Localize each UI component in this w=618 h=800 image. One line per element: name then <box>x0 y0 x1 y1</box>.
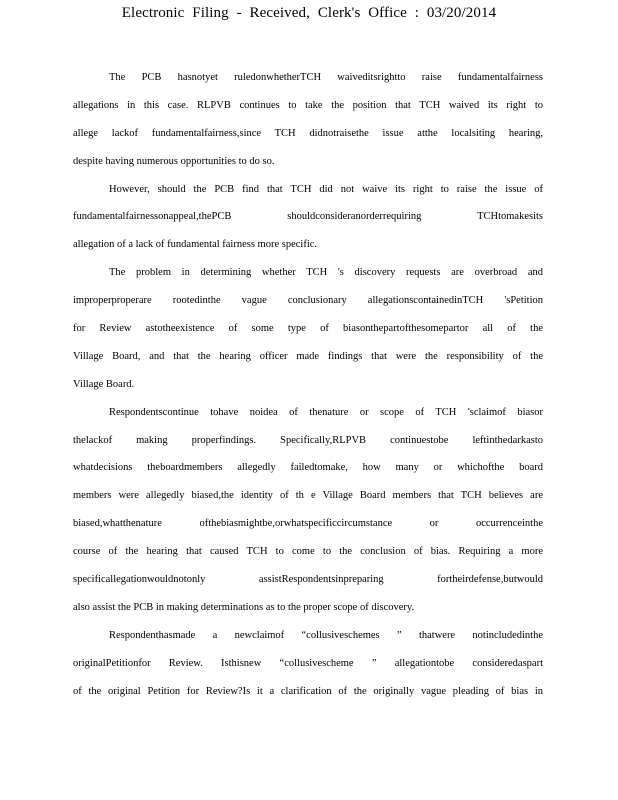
body-line: whatdecisions theboardmembers allegedly failedtomake, how many or whichofthe board <box>73 462 543 474</box>
body-line: The PCB hasnotyet ruledonwhetherTCH waiveditsrightto raise fundamentalfairness <box>109 72 543 83</box>
body-line: Respondentscontinue tohave noidea of thenature or scope of TCH 'sclaimof biasor <box>109 406 543 418</box>
body-line: of the original Petition for Review?Is it a clarification of the originally vague pleading of bias in <box>73 685 543 697</box>
body-line: Village Board. <box>73 378 135 390</box>
body-line: despite having numerous opportunities to do so. <box>73 155 275 167</box>
body-line: improperproperare rootedinthe vague conclusionary allegationscontainedinTCH 'sPetition <box>73 295 543 307</box>
body-line: Respondenthasmade a newclaimof “collusiveschemes ” thatwere notincludedinthe <box>109 629 543 641</box>
body-line: also assist the PCB in making determinations as to the proper scope of discovery. <box>73 601 415 613</box>
body-line: originalPetitionfor Review. Isthisnew “collusivescheme ” allegationtobe consideredaspart <box>73 657 543 669</box>
body-line: members were allegedly biased,the identity of th e Village Board members that TCH believes are <box>73 490 543 502</box>
body-line: thelackof making properfindings. Specifically,RLPVB continuestobe leftinthedarkasto <box>73 434 543 446</box>
body-line: The problem in determining whether TCH 's discovery requests are overbroad and <box>109 267 543 279</box>
body-line: fundamentalfairnessonappeal,thePCB shouldconsideranorderrequiring TCHtomakesits <box>73 211 543 223</box>
filing-stamp-header: Electronic Filing - Received, Clerk's Office : 03/20/2014 <box>121 5 497 21</box>
body-line: for Review astotheexistence of some type of biasonthepartofthesomepartor all of the <box>73 323 543 335</box>
body-line: biased,whatthenature ofthebiasmightbe,orwhatspecificcircumstance or occurrenceinthe <box>73 518 543 530</box>
body-line: Village Board, and that the hearing officer made findings that were the responsibility of the <box>73 350 543 362</box>
body-line: allegations in this case. RLPVB continues to take the position that TCH waived its right to <box>73 99 543 111</box>
body-line: course of the hearing that caused TCH to come to the conclusion of bias. Requiring a more <box>73 546 543 558</box>
body-line: specificallegationwouldnotonly assistRespondentsinpreparing fortheirdefense,butwould <box>73 574 543 586</box>
body-line: allegation of a lack of fundamental fairness more specific. <box>73 239 318 251</box>
document-body <box>73 64 543 705</box>
body-line: However, should the PCB find that TCH did not waive its right to raise the issue of <box>109 183 543 195</box>
body-line: allege lackof fundamentalfairness,since TCH didnotraisethe issue atthe localsiting hearing, <box>73 127 543 139</box>
